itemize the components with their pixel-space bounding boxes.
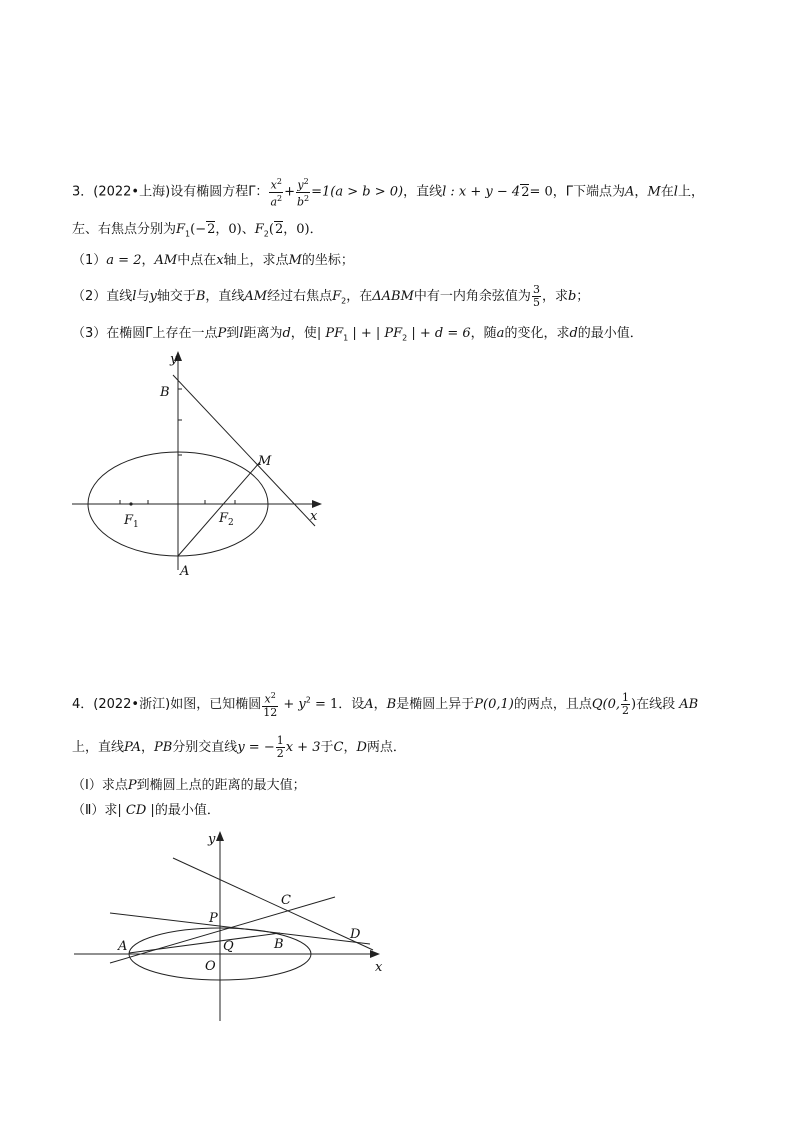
q3-part2: （2）直线l与y轴交于B，直线AM经过右焦点$F_2$，在ΔABM中有一内角余弦值为 $\frac{3}{5}$ ，求b； — [72, 283, 590, 309]
q3-figure — [60, 345, 340, 585]
q3-f1-dot — [129, 502, 132, 505]
frac-1-2: $\frac{1}{2}$ — [621, 690, 629, 717]
q3-source: (2022•上海) — [93, 184, 171, 200]
frac-x2-a2: $\frac{x^2}{a^2}$ — [270, 177, 283, 209]
svg-text:2: 2 — [228, 518, 234, 528]
q3-x-arrow — [312, 500, 322, 508]
q3-part1: （1）a = 2，AM中点在x轴上，求点M的坐标； — [72, 253, 354, 268]
frac-x2-12: $\frac{x^2}{12}$ — [263, 691, 278, 719]
q4-number: 4． — [72, 696, 94, 712]
q3-label-A: A — [180, 564, 190, 579]
q3-foci-line: 左、右焦点分别为$F_1(-2$，0)、$F_2(2$，0)． — [72, 222, 323, 239]
q4-label-A: A — [118, 939, 128, 954]
q4-x-arrow — [370, 950, 380, 958]
q3-label-x: x — [310, 509, 318, 524]
q3-line-AM — [178, 462, 260, 556]
q4-figure — [70, 825, 390, 1025]
q4-part2: （Ⅱ）求| CD |的最小值． — [72, 803, 220, 818]
q4-part1: （Ⅰ）求点P到椭圆上点的距离的最大值； — [72, 778, 306, 793]
frac-1-2b: $\frac{1}{2}$ — [276, 734, 284, 760]
q4-label-O: O — [205, 959, 216, 974]
q3-part3: （3）在椭圆Γ上存在一点P到l距离为d，使| $PF_1$ | + | $PF_2$ | + d = 6，随a的变化，求d的最小值． — [72, 326, 643, 343]
frac-3-5: $\frac{3}{5}$ — [532, 283, 540, 309]
q3-line-l — [173, 375, 315, 526]
q4-source: (2022•浙江) — [93, 696, 171, 712]
q3-label-M: M — [258, 454, 272, 469]
q3-label-F2: F — [219, 511, 229, 526]
svg-text:1: 1 — [133, 520, 139, 530]
q4-label-B: B — [274, 937, 284, 952]
q3-stem-line: 3．(2022•上海)设有椭圆方程Γ： $\frac{x^2}{a^2}$ + $\frac{y^2}{b^2}$ =1(a > b > 0)，直线l : x + y − 42= 0，Γ下端点为A，M在l上， — [72, 177, 704, 209]
q3-label-F1: F — [124, 513, 134, 528]
q4-label-Q: Q — [223, 939, 234, 954]
q4-seg-AB — [129, 933, 280, 953]
q3-label-B: B — [160, 385, 170, 400]
q4-label-P: P — [209, 911, 218, 926]
q3-label-y: y — [170, 352, 178, 367]
q4-line2: 上，直线PA，PB分别交直线y = − $\frac{1}{2}$ x + 3于C，D两点． — [72, 734, 406, 760]
q4-label-x: x — [375, 960, 383, 975]
frac-y2-b2: $\frac{y^2}{b^2}$ — [297, 177, 310, 209]
q4-label-C: C — [281, 893, 291, 908]
q4-line-PB — [110, 913, 370, 944]
q4-y-arrow — [216, 831, 224, 841]
q4-label-D: D — [350, 927, 361, 942]
q4-label-y: y — [208, 832, 216, 847]
q4-stem-line: 4．(2022•浙江)如图，已知椭圆 $\frac{x^2}{12}$ + $y^2 = 1$．设A，B是椭圆上异于P(0,1)的两点，且点Q(0, $\frac{1}{2}$ )在线段 AB — [72, 690, 699, 719]
q3-number: 3． — [72, 184, 94, 200]
